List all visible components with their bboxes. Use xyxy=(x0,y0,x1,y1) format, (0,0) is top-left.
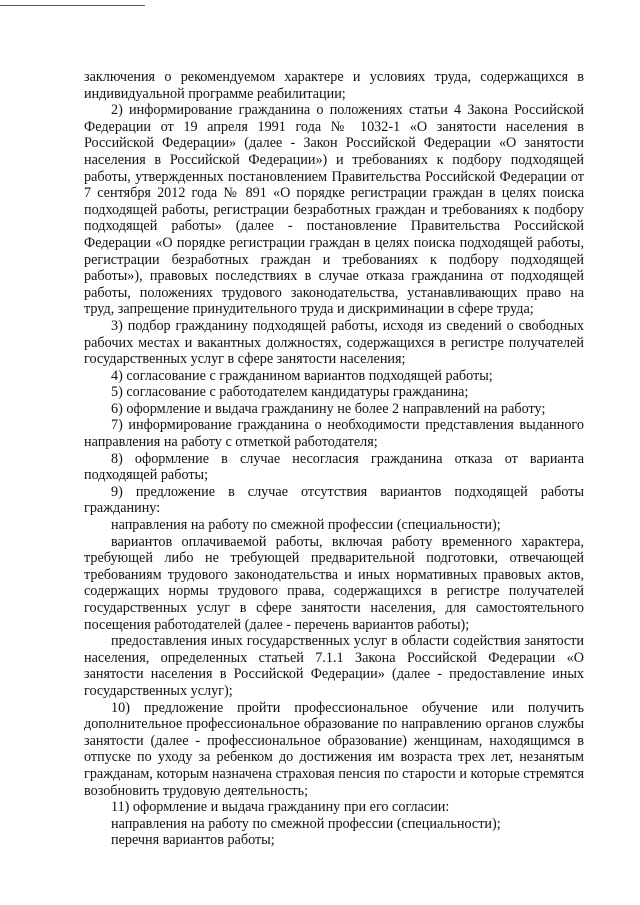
paragraph-item-2: 2) информирование гражданина о положениях статьи 4 Закона Российской Федерации от 19 апреля 1991 года № 1032-1 «О занятости населения в Российской Федерации» (далее - Закон Российской Федерации «О занятости населения в Российской Федерации») и требованиях к подбору подходящей работы, утвержденных постановлением Правительства Российской Федерации от 7 сентября 2012 года № 891 «О порядке регистрации граждан в целях поиска подходящей работы, регистрации безработных граждан и требованиях к подбору подходящей работы» (далее - постановление Правительства Российской Федерации «О порядке регистрации граждан в целях поиска подходящей работы, регистрации безработных граждан и требованиях к подбору подходящей работы»), правовых последствиях в случае отказа гражданина от подходящей работы, положениях трудового законодательства, устанавливающих право на труд, запрещение принудительного труда и дискриминации в сфере труда; xyxy=(84,102,584,318)
paragraph-item-5: 5) согласование с работодателем кандидатуры гражданина; xyxy=(111,384,469,401)
scan-edge-line xyxy=(0,5,145,6)
paragraph-item-11-sub-2: перечня вариантов работы; xyxy=(111,832,275,849)
paragraph-item-9: 9) предложение в случае отсутствия вариантов подходящей работы гражданину: xyxy=(84,483,584,517)
paragraph-item-3: 3) подбор гражданину подходящей работы, исходя из сведений о свободных рабочих местах и вакантных должностях, содержащихся в регистре получателей государственных услуг в сфере занятости населения; xyxy=(84,317,584,368)
paragraph-item-9-sub-3: предоставления иных государственных услуг в области содействия занятости населения, определенных статьей 7.1.1 Закона Российской Федерации «О занятости населения в Российской Федерации» (далее - предоставление иных государственных услуг); xyxy=(84,633,584,699)
document-page xyxy=(84,69,584,849)
paragraph-item-4: 4) согласование с гражданином вариантов подходящей работы; xyxy=(111,367,493,384)
paragraph-item-6: 6) оформление и выдача гражданину не более 2 направлений на работу; xyxy=(111,400,546,417)
paragraph-item-7: 7) информирование гражданина о необходимости представления выданного направления на работу с отметкой работодателя; xyxy=(84,417,584,451)
paragraph-item-11: 11) оформление и выдача гражданину при его согласии: xyxy=(111,799,450,816)
paragraph-item-11-sub-1: направления на работу по смежной профессии (специальности); xyxy=(111,815,501,832)
paragraph-item-10: 10) предложение пройти профессиональное обучение или получить дополнительное профессиональное образование по направлению органов службы занятости (далее - профессиональное образование) женщинам, находящимся в отпуске по уходу за ребенком до достижения им возраста трех лет, незанятым гражданам, которым назначена страховая пенсия по старости и которые стремятся возобновить трудовую деятельность; xyxy=(84,699,584,799)
paragraph-item-9-sub-1: направления на работу по смежной профессии (специальности); xyxy=(111,517,501,534)
paragraph-continuation: заключения о рекомендуемом характере и условиях труда, содержащихся в индивидуальной программе реабилитации; xyxy=(84,69,584,102)
paragraph-item-8: 8) оформление в случае несогласия гражданина отказа от варианта подходящей работы; xyxy=(84,450,584,484)
paragraph-item-9-sub-2: вариантов оплачиваемой работы, включая работу временного характера, требующей либо не требующей предварительной подготовки, отвечающей требованиям трудового законодательства и иных нормативных правовых актов, содержащих нормы трудового права, содержащихся в регистре получателей государственных услуг в сфере занятости населения, для самостоятельного посещения работодателей (далее - перечень вариантов работы); xyxy=(84,533,584,633)
